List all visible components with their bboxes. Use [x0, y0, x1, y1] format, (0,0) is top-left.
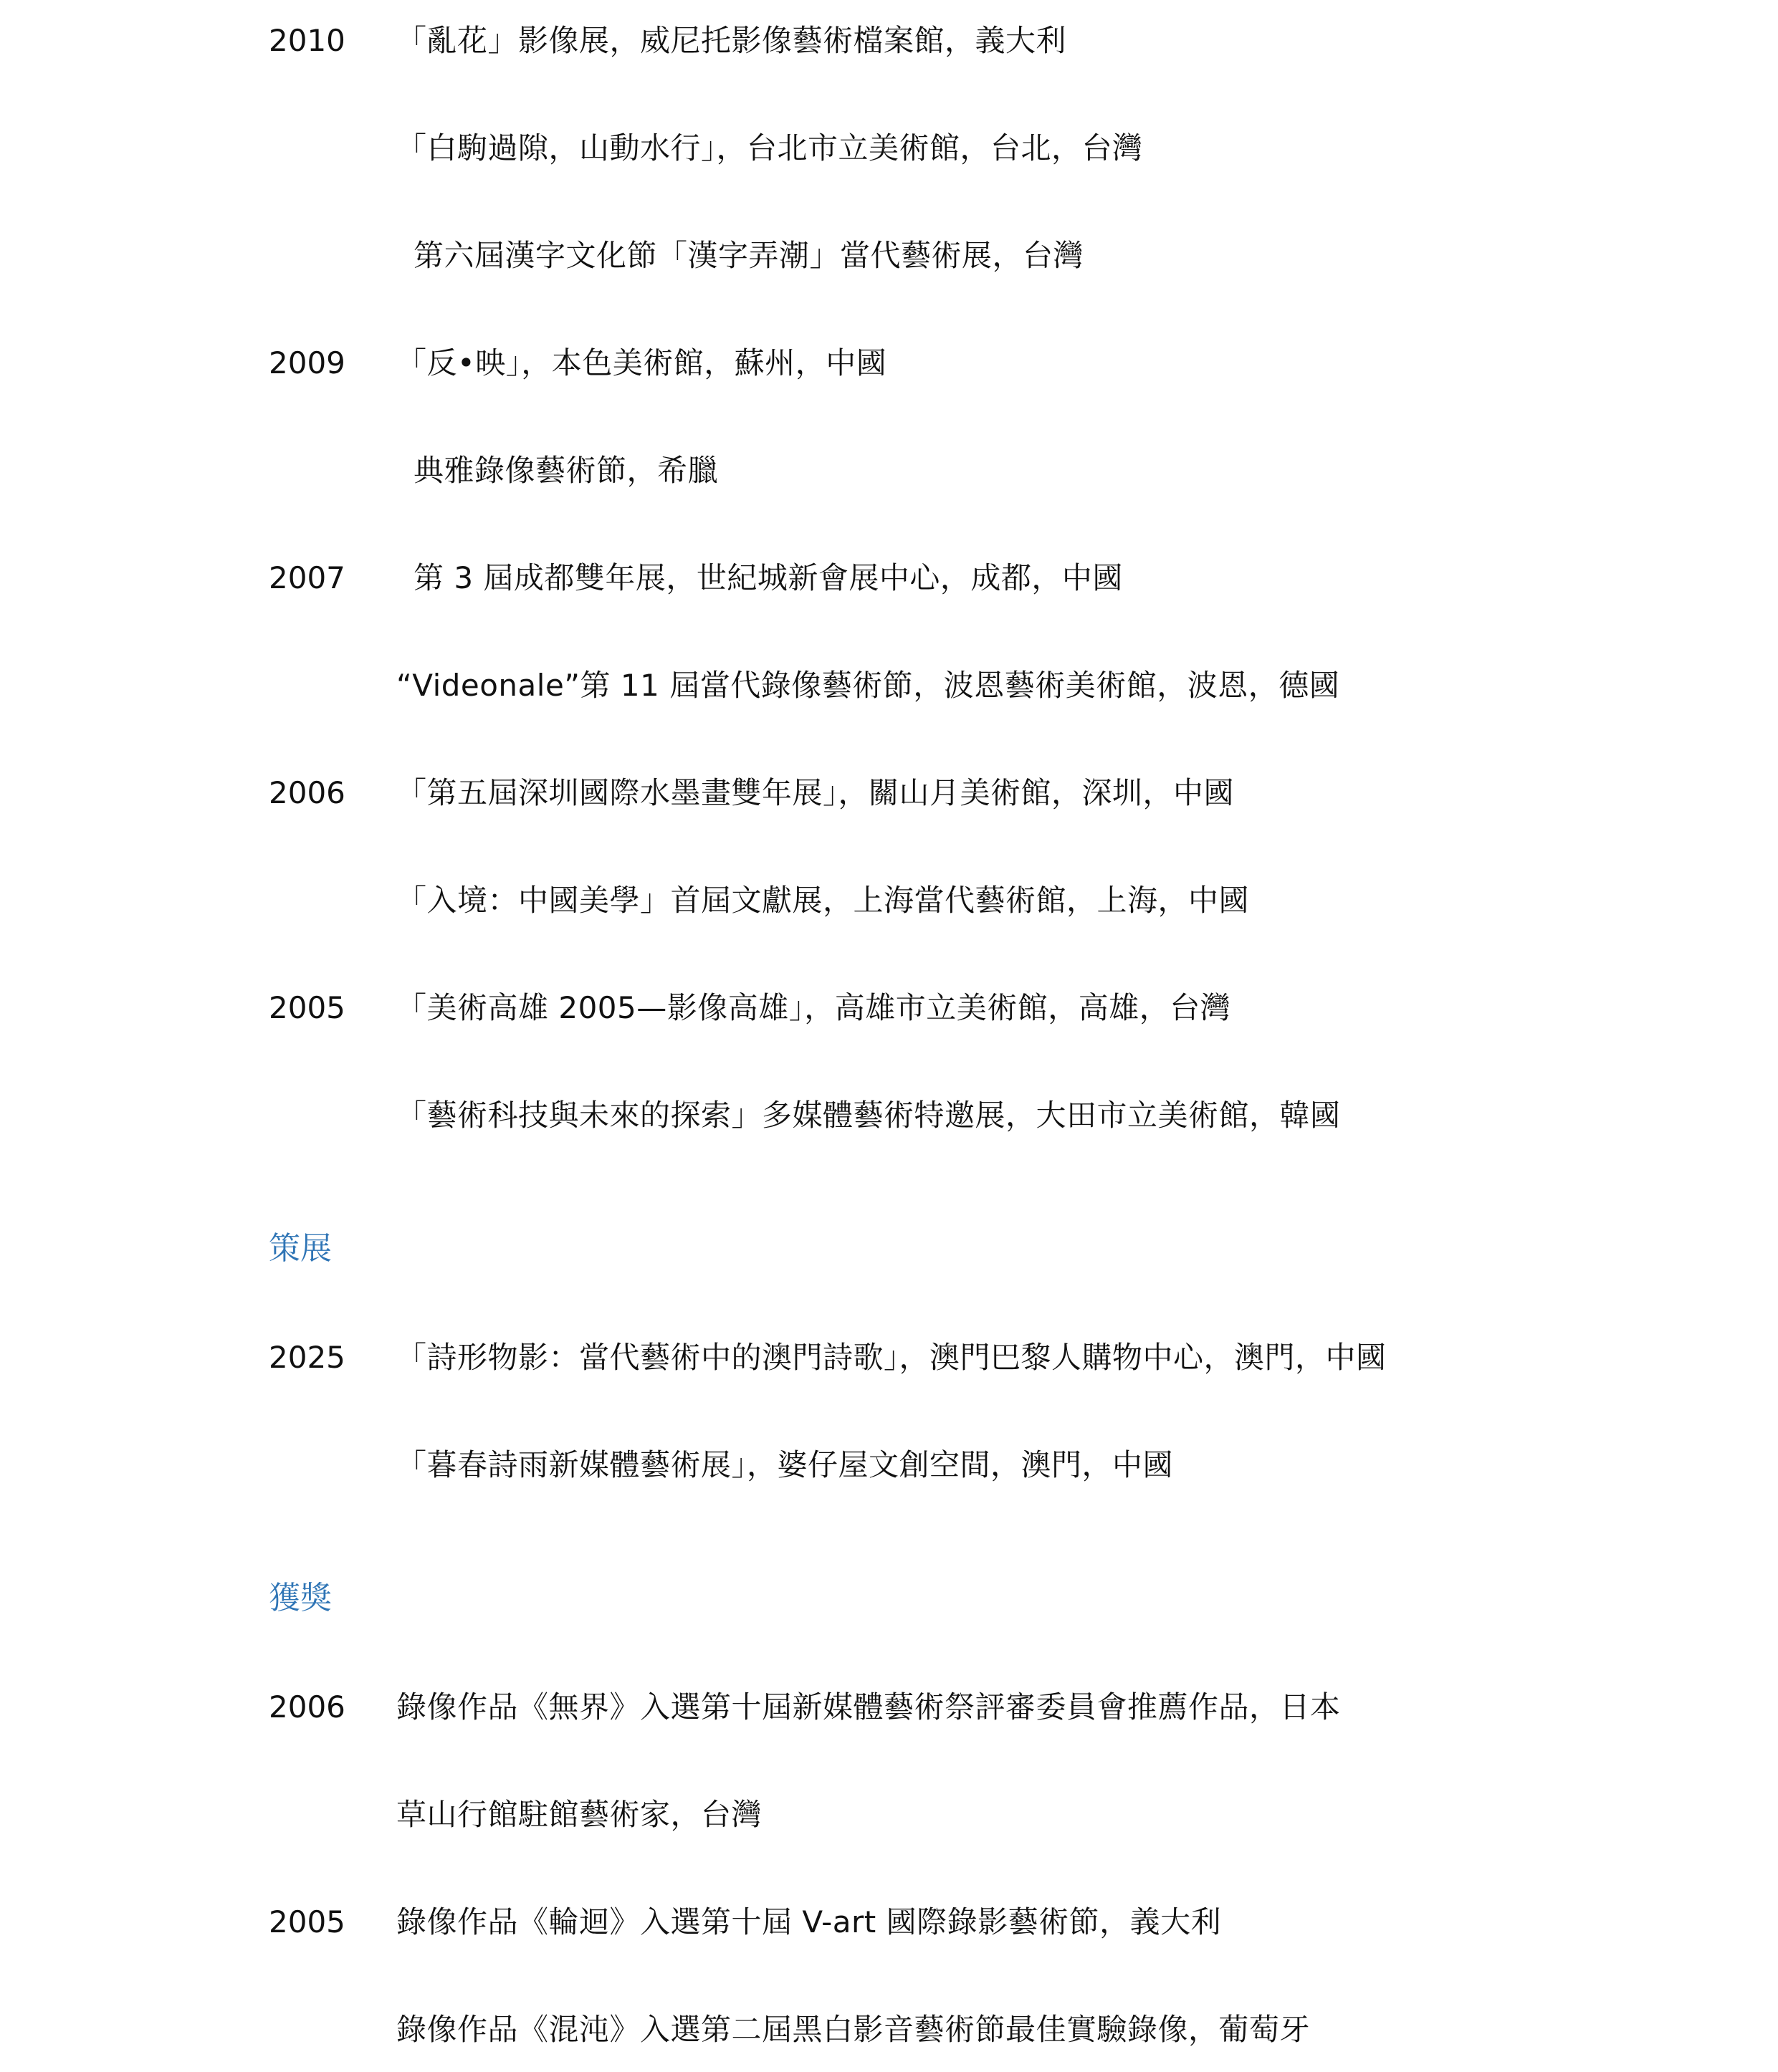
entry-text: 「入境：中國美學」首屆文獻展，上海當代藝術館，上海，中國 — [396, 883, 1250, 918]
exhibition-entry — [0, 335, 1778, 392]
entry-year: 2005 — [269, 990, 345, 1025]
exhibition-entry — [0, 120, 1778, 177]
entry-year: 2007 — [269, 560, 345, 595]
award-entry — [0, 1894, 1778, 1951]
exhibition-entry — [0, 764, 1778, 822]
exhibition-entry — [0, 872, 1778, 929]
entry-text: 「暮春詩雨新媒體藝術展」，婆仔屋文創空間，澳門，中國 — [396, 1447, 1174, 1482]
exhibition-entry — [0, 657, 1778, 714]
entry-text: 草山行館駐館藝術家，台灣 — [396, 1797, 763, 1832]
entry-text: 錄像作品《輪迴》入選第十屆 V-art 國際錄影藝術節，義大利 — [396, 1904, 1222, 1939]
entry-text: 「美術高雄 2005—影像高雄」，高雄市立美術館，高雄，台灣 — [396, 990, 1231, 1025]
entry-text: 「第五屆深圳國際水墨畫雙年展」，關山月美術館，深圳，中國 — [396, 775, 1235, 810]
award-entry — [0, 2001, 1778, 2058]
entry-year: 2025 — [269, 1340, 345, 1375]
entry-text: 典雅錄像藝術節，希臘 — [414, 453, 719, 488]
entry-year: 2010 — [269, 23, 345, 58]
section-heading-curation: 策展 — [269, 1230, 332, 1267]
exhibition-entry — [0, 550, 1778, 607]
entry-text: 「亂花」影像展，威尼托影像藝術檔案館，義大利 — [396, 23, 1067, 58]
curation-entry — [0, 1329, 1778, 1386]
entry-text: 「藝術科技與未來的探索」多媒體藝術特邀展，大田市立美術館，韓國 — [396, 1098, 1341, 1133]
curation-entry — [0, 1437, 1778, 1494]
entry-text: “Videonale”第 11 屆當代錄像藝術節，波恩藝術美術館，波恩，德國 — [396, 668, 1340, 703]
entry-year: 2006 — [269, 1689, 345, 1725]
entry-year: 2006 — [269, 775, 345, 810]
exhibition-entry — [0, 12, 1778, 69]
entry-text: 「白駒過隙，山動水行」，台北市立美術館，台北，台灣 — [396, 130, 1143, 166]
entry-text: 「反•映」，本色美術館，蘇州，中國 — [396, 345, 887, 380]
award-entry — [0, 1679, 1778, 1736]
entry-text: 第六屆漢字文化節「漢字弄潮」當代藝術展，台灣 — [414, 238, 1084, 273]
exhibition-entry — [0, 227, 1778, 284]
entry-text: 「詩形物影：當代藝術中的澳門詩歌」，澳門巴黎人購物中心，澳門，中國 — [396, 1340, 1387, 1375]
entry-text: 錄像作品《無界》入選第十屆新媒體藝術祭評審委員會推薦作品，日本 — [396, 1689, 1341, 1725]
entry-year: 2009 — [269, 345, 345, 380]
award-entry — [0, 1786, 1778, 1843]
exhibition-entry — [0, 442, 1778, 499]
entry-text: 第 3 屆成都雙年展，世紀城新會展中心，成都，中國 — [414, 560, 1123, 595]
exhibition-entry — [0, 979, 1778, 1037]
entry-year: 2005 — [269, 1904, 345, 1939]
exhibition-entry — [0, 1087, 1778, 1144]
entry-text: 錄像作品《混沌》入選第二屆黑白影音藝術節最佳實驗錄像，葡萄牙 — [396, 2012, 1311, 2047]
section-heading-awards: 獲獎 — [269, 1580, 332, 1616]
